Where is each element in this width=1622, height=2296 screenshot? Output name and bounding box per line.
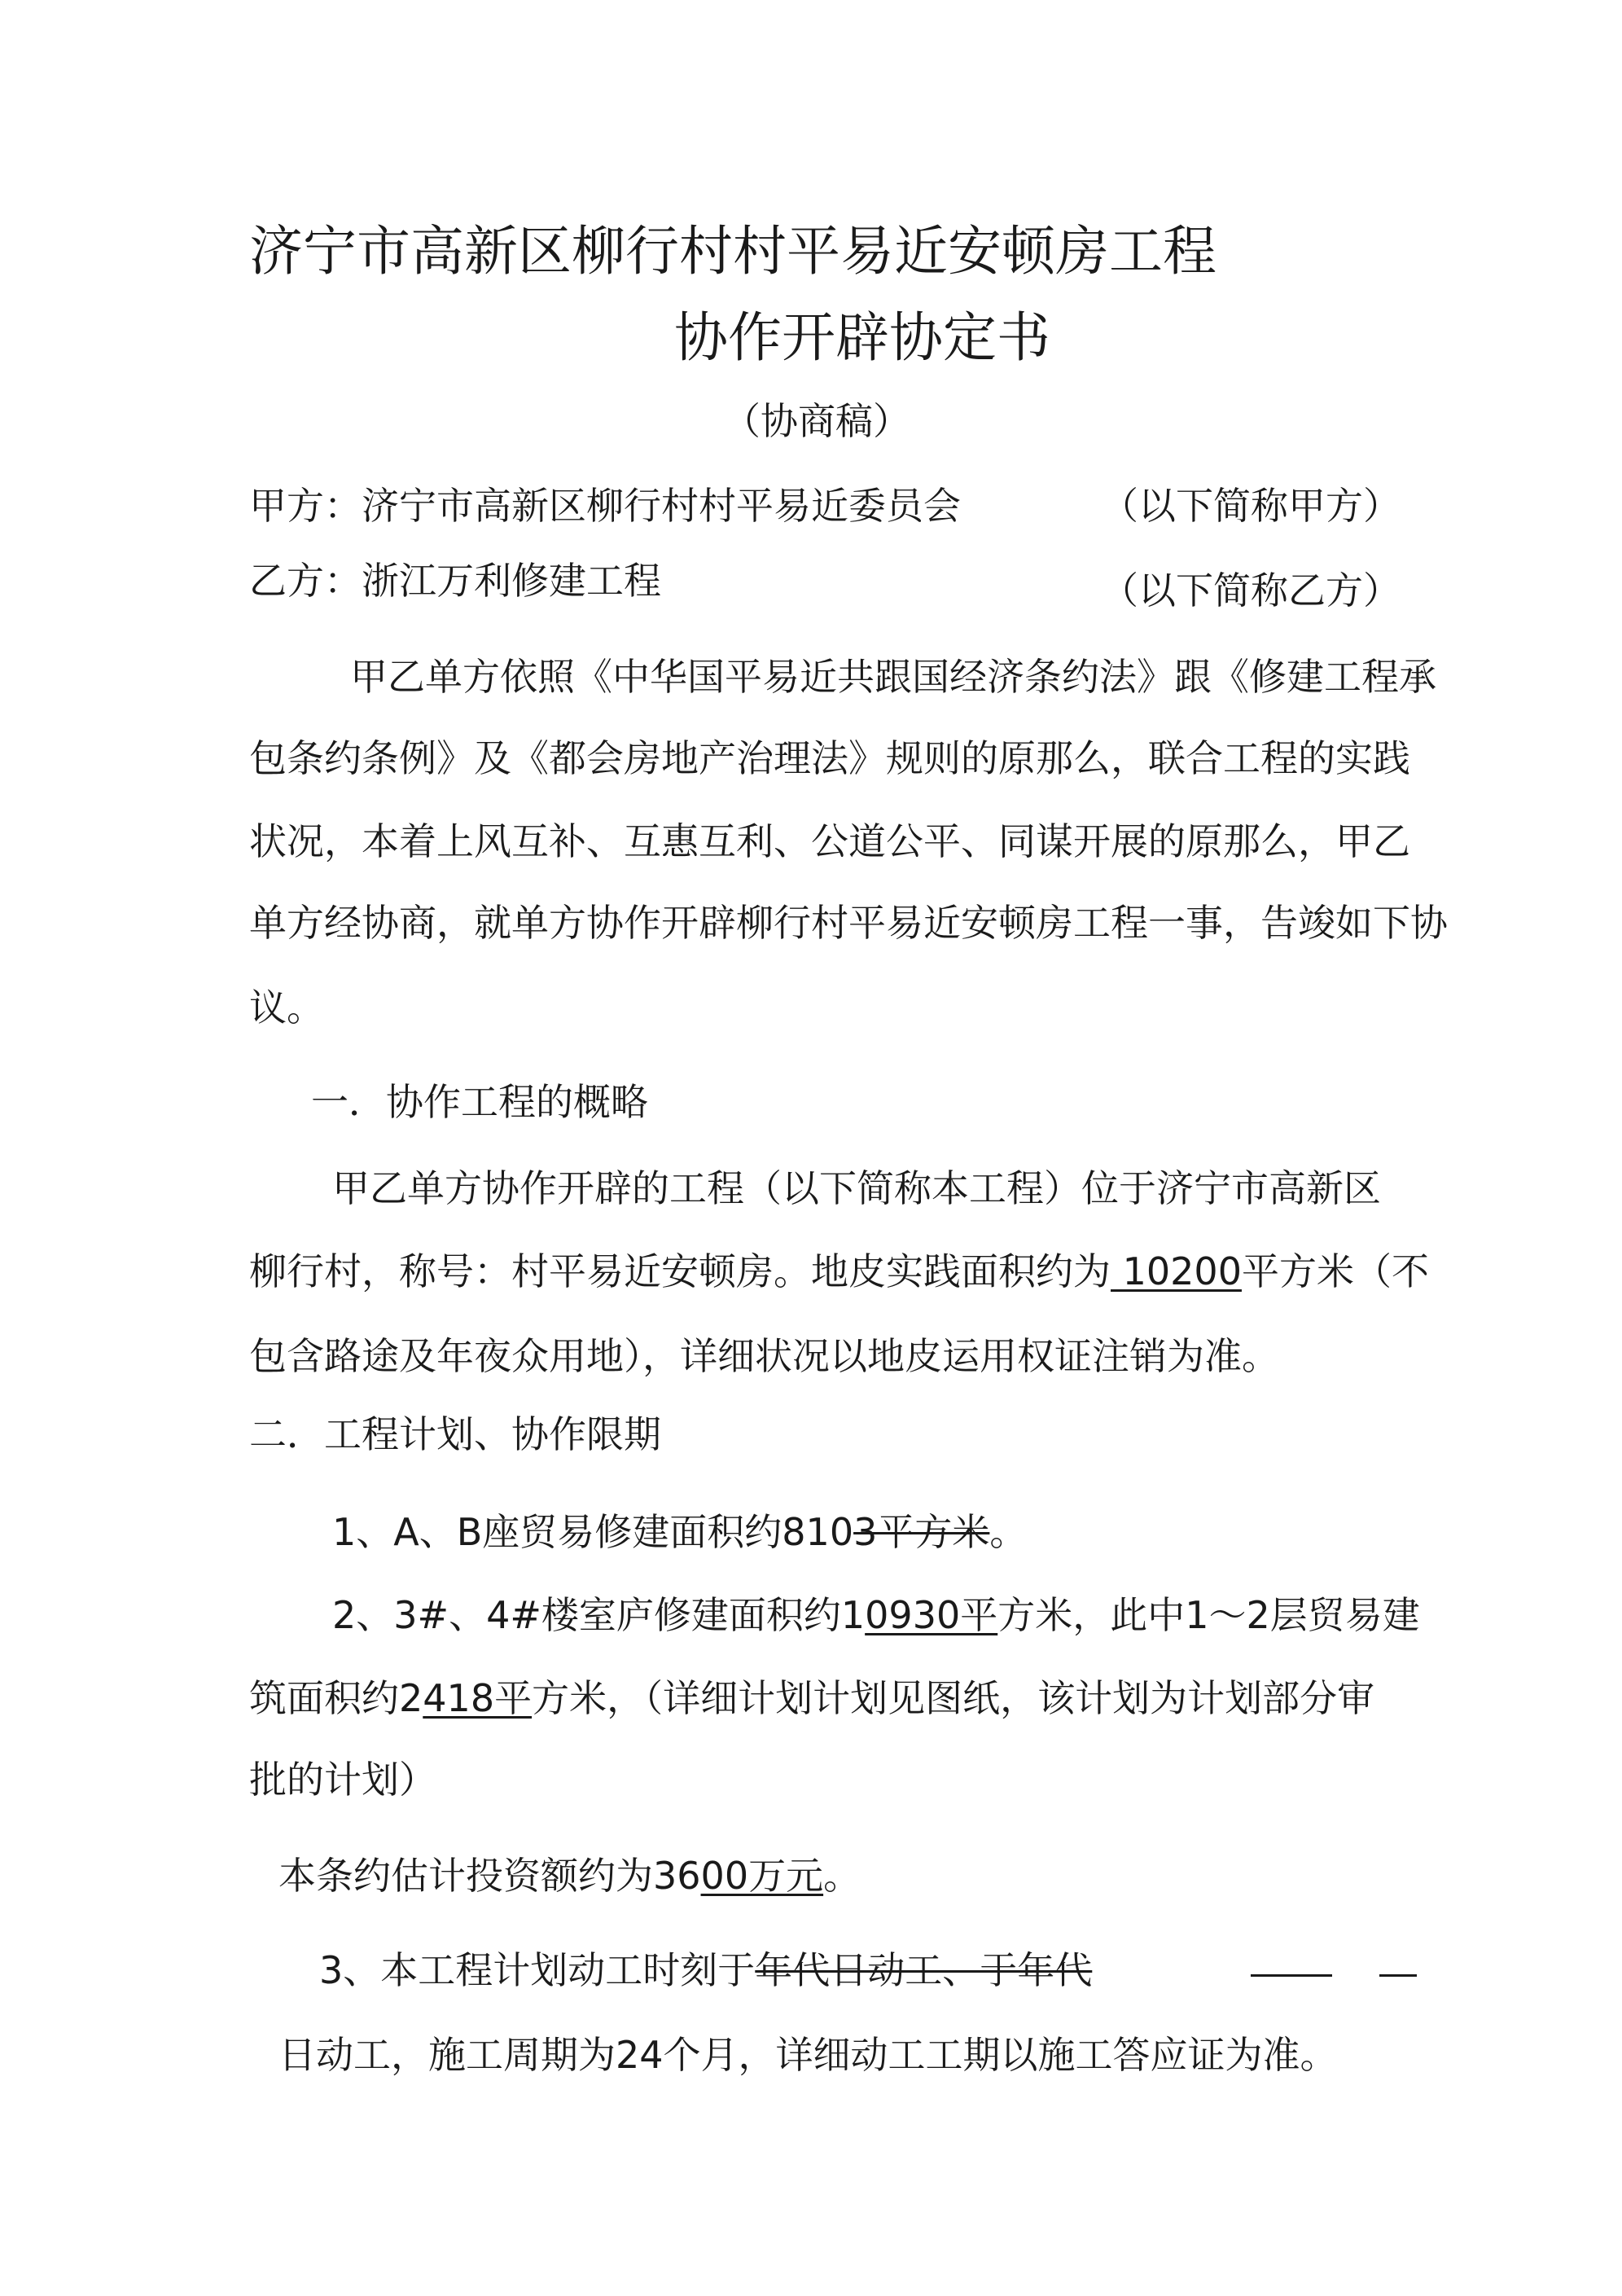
- item2-rest: 方米，此中1～2层贸易建: [997, 1593, 1420, 1637]
- intro-line4: 单方经协商，就单方协作开辟柳行村平易近安顿房工程一事，告竣如下协: [249, 901, 1448, 945]
- item2b-rest: 方米，（详细计划计划见图纸，该计划为计划部分审: [532, 1676, 1375, 1720]
- intro-line1: 甲乙单方依照《中华国平易近共跟国经济条约法》跟《修建工程承: [350, 655, 1436, 699]
- party-a-name: 济宁市高新区柳行村村平易近委员会: [362, 484, 961, 528]
- item2b-area: 418平: [423, 1676, 533, 1720]
- investment-amount: 00万元: [700, 1854, 824, 1898]
- item2-text: 2、3#、4#楼室庐修建面积约1: [332, 1593, 866, 1637]
- party-b-name: 浙江万利修建工程: [362, 559, 661, 603]
- draft-label: （协商稿）: [723, 399, 910, 443]
- section1-heading: 一．协作工程的概略: [311, 1080, 648, 1124]
- item1-struck: 3平方米: [853, 1510, 990, 1554]
- item1-end: 。: [989, 1510, 1028, 1554]
- party-b-label: 乙方：: [249, 559, 362, 603]
- doc-title-line1: 济宁市高新区柳行村村平易近安顿房工程: [249, 220, 1216, 283]
- section1-line2: [249, 1249, 1429, 1293]
- doc-title-line2: 协作开辟协定书: [674, 306, 1050, 369]
- party-a-label: 甲方：: [249, 484, 362, 528]
- section2-item2-line2: [249, 1676, 1375, 1720]
- blank-line-1: [1251, 1974, 1332, 1977]
- land-area-value: 10200: [1111, 1249, 1242, 1293]
- intro-line5: 议。: [249, 986, 324, 1029]
- section1-line2-text: 柳行村，称号：村平易近安顿房。地皮实践面积约为: [249, 1249, 1111, 1293]
- section2-item3: [319, 1948, 1093, 1992]
- section2-item3-line2: 日动工，施工周期为24个月，详细动工工期以施工答应证为准。: [278, 2033, 1338, 2077]
- intro-line3: 状况，本着上风互补、互惠互利、公道公平、同谋开展的原那么，甲乙: [249, 819, 1410, 863]
- item1-text: 1、A、B座贸易修建面积约810: [332, 1510, 854, 1554]
- item3-text: 3、本工程计划动工时刻于: [319, 1948, 756, 1992]
- section2-item1: [332, 1510, 1028, 1554]
- section1-line2-unit: 平方米（不: [1241, 1249, 1429, 1293]
- party-a: [249, 484, 961, 528]
- investment-line: [278, 1854, 861, 1898]
- section1-line1: 甲乙单方协作开辟的工程（以下简称本工程）位于济宁市高新区: [332, 1166, 1381, 1210]
- item2-area: 0930平: [865, 1593, 998, 1637]
- investment-end: 。: [823, 1854, 861, 1898]
- section2-item2-line3: 批的计划）: [249, 1758, 436, 1802]
- section2-heading: 二．工程计划、协作限期: [249, 1412, 661, 1456]
- section1-line3: 包含路途及年夜众用地），详细状况以地皮运用权证注销为准。: [249, 1334, 1279, 1378]
- party-a-note: （以下简称甲方）: [1101, 484, 1401, 528]
- item2b-text: 筑面积约2: [249, 1676, 423, 1720]
- blank-line-2: [1379, 1974, 1417, 1977]
- investment-text: 本条约估计投资额约为36: [278, 1854, 701, 1898]
- intro-line2: 包条约条例》及《都会房地产治理法》规则的原那么，联合工程的实践: [249, 736, 1410, 780]
- section2-item2: [332, 1593, 1420, 1637]
- party-b: [249, 559, 661, 603]
- item3-struck: 年代日动工、于年代: [755, 1948, 1093, 1992]
- party-b-note: （以下简称乙方）: [1101, 569, 1401, 612]
